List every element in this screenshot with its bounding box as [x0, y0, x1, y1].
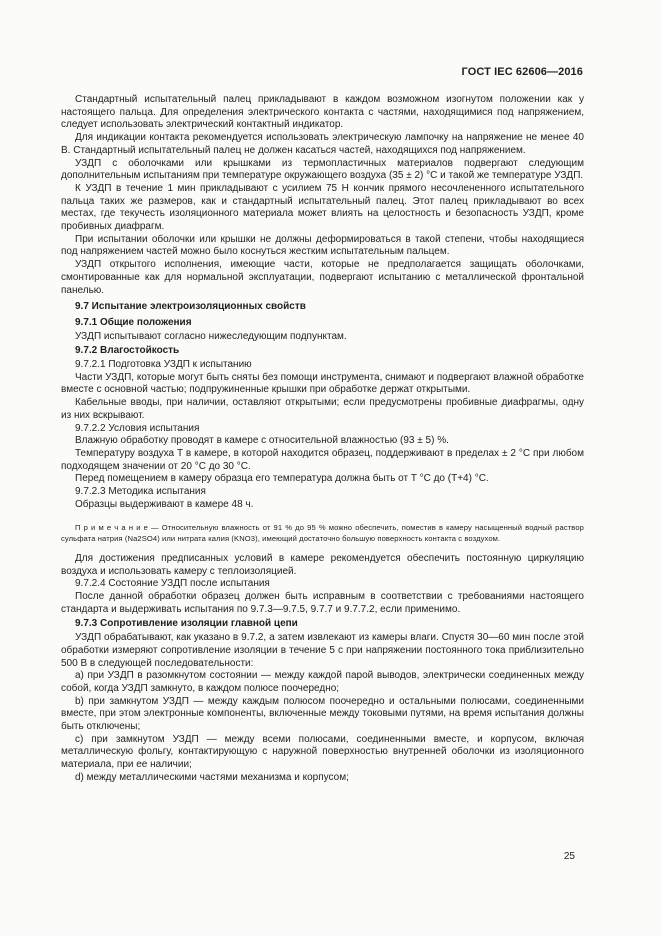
section-heading-9-7: 9.7 Испытание электроизоляционных свойств: [75, 301, 306, 313]
section-heading-9-7-2: 9.7.2 Влагостойкость: [75, 345, 180, 357]
section-heading-9-7-1: 9.7.1 Общие положения: [75, 316, 192, 328]
paragraph: Для индикации контакта рекомендуется использовать электрическую лампочку на напряжение не менее 40 В. Стандартный испытательный палец не должен касаться частей, находящихся под напряжением.: [61, 132, 584, 156]
paragraph: При испытании оболочки или крышки не должны деформироваться в такой степени, чтобы находящиеся под напряжением частей можно было коснуться жестким испытательным пальцем.: [61, 233, 584, 258]
paragraph: УЗДП открытого исполнения, имеющие части, которые не предполагается защищать оболочками, смонтированные как для нормальной эксплуатации, подвергают испытанию с металлической фронтальной панелью.: [61, 259, 584, 296]
paragraph: Влажную обработку проводят в камере с относительной влажностью (93 ± 5) %.: [75, 435, 449, 447]
subsection-heading-9-7-2-3: 9.7.2.3 Методика испытания: [75, 486, 206, 498]
list-item-b: b) при замкнутом УЗДП — между каждым полюсом поочередно и остальными полюсами, соединенными вместе, при этом электронные компоненты, включенные между токовыми путями, на время испытания должны быть отключены;: [61, 695, 584, 733]
paragraph: Для достижения предписанных условий в камере рекомендуется обеспечить постоянную циркуляцию воздуха и использовать камеру с теплоизоляцией.: [61, 552, 584, 577]
subsection-heading-9-7-2-4: 9.7.2.4 Состояние УЗДП после испытания: [75, 578, 270, 590]
paragraph: УЗДП обрабатывают, как указано в 9.7.2, а затем извлекают из камеры влаги. Спустя 30—60 мин после этой обработки измеряют сопротивление изоляции в течение 5 с при напряжении постоянного тока приблизительно 500 В в следующей последовательности:: [61, 632, 584, 669]
list-item-c: c) при замкнутом УЗДП — между всеми полюсами, соединенными вместе, и корпусом, включая металлическую фольгу, контактирующую с наружной поверхностью внутренней оболочки из изоляционного материала, при ее наличии;: [61, 733, 584, 771]
paragraph: Образцы выдерживают в камере 48 ч.: [75, 498, 254, 510]
subsection-heading-9-7-2-1: 9.7.2.1 Подготовка УЗДП к испытанию: [75, 359, 252, 371]
paragraph: Стандартный испытательный палец прикладывают в каждом возможном изогнутом положении как у настоящего пальца. Для определения электрического контакта с частями, находящимися под напряжением, следует использовать электрический контактный индикатор.: [61, 94, 584, 131]
list-item-a: a) при УЗДП в разомкнутом состоянии — между каждой парой выводов, электрически соединенных между собой, когда УЗДП замкнуто, в каждом полюсе поочередно;: [61, 670, 584, 694]
list-item-d: d) между металлическими частями механизма и корпусом;: [75, 771, 349, 783]
paragraph: УЗДП с оболочками или крышками из термопластичных материалов подвергают следующим дополнительным испытаниям при температуре окружающего воздуха (35 ± 2) °С и такой же температуре УЗДП.: [61, 157, 584, 182]
paragraph: Кабельные вводы, при наличии, оставляют открытыми; если предусмотрены пробивные диафрагмы, одну из них вскрывают.: [61, 397, 584, 421]
page-number: 25: [563, 851, 575, 862]
paragraph: Части УЗДП, которые могут быть сняты без помощи инструмента, снимают и подвергают влажной обработке вместе с основной частью; подпружиненные крышки при обработке держат открытыми.: [61, 371, 584, 396]
paragraph: К УЗДП в течение 1 мин прикладывают с усилием 75 Н кончик прямого несочлененного испытательного пальца таких же размеров, как и стандартный испытательный палец. Этот палец прикладывают во всех местах, где текучесть изоляционного материала может влиять на целостность и безопасность УЗДП, кроме пробивных диафрагм.: [61, 182, 584, 233]
subsection-heading-9-7-2-2: 9.7.2.2 Условия испытания: [75, 422, 200, 434]
paragraph: После данной обработки образец должен быть исправным в соответствии с требованиями настоящего стандарта и выдерживать испытания по 9.7.3—9.7.5, 9.7.7 и 9.7.7.2, если применимо.: [61, 591, 584, 615]
standard-header: ГОСТ IEC 62606—2016: [461, 66, 583, 78]
note-paragraph: П р и м е ч а н и е — Относительную влажность от 91 % до 95 % можно обеспечить, поместив в камеру насыщенный водный раствор сульфата натрия (Na2SO4) или нитрата калия (KNO3), имеющий достаточно большую поверхность контакта с воздухом.: [61, 522, 584, 543]
paragraph: Температуру воздуха T в камере, в которой находится образец, поддерживают в пределах ± 2 °C при любом подходящем значении от 20 °C до 30 °C.: [61, 447, 584, 472]
paragraph: УЗДП испытывают согласно нижеследующим подпунктам.: [75, 330, 347, 342]
paragraph: Перед помещением в камеру образца его температура должна быть от T °C до (T+4) °C.: [75, 473, 489, 485]
document-body: [61, 94, 584, 785]
section-heading-9-7-3: 9.7.3 Сопротивление изоляции главной цепи: [75, 618, 298, 630]
